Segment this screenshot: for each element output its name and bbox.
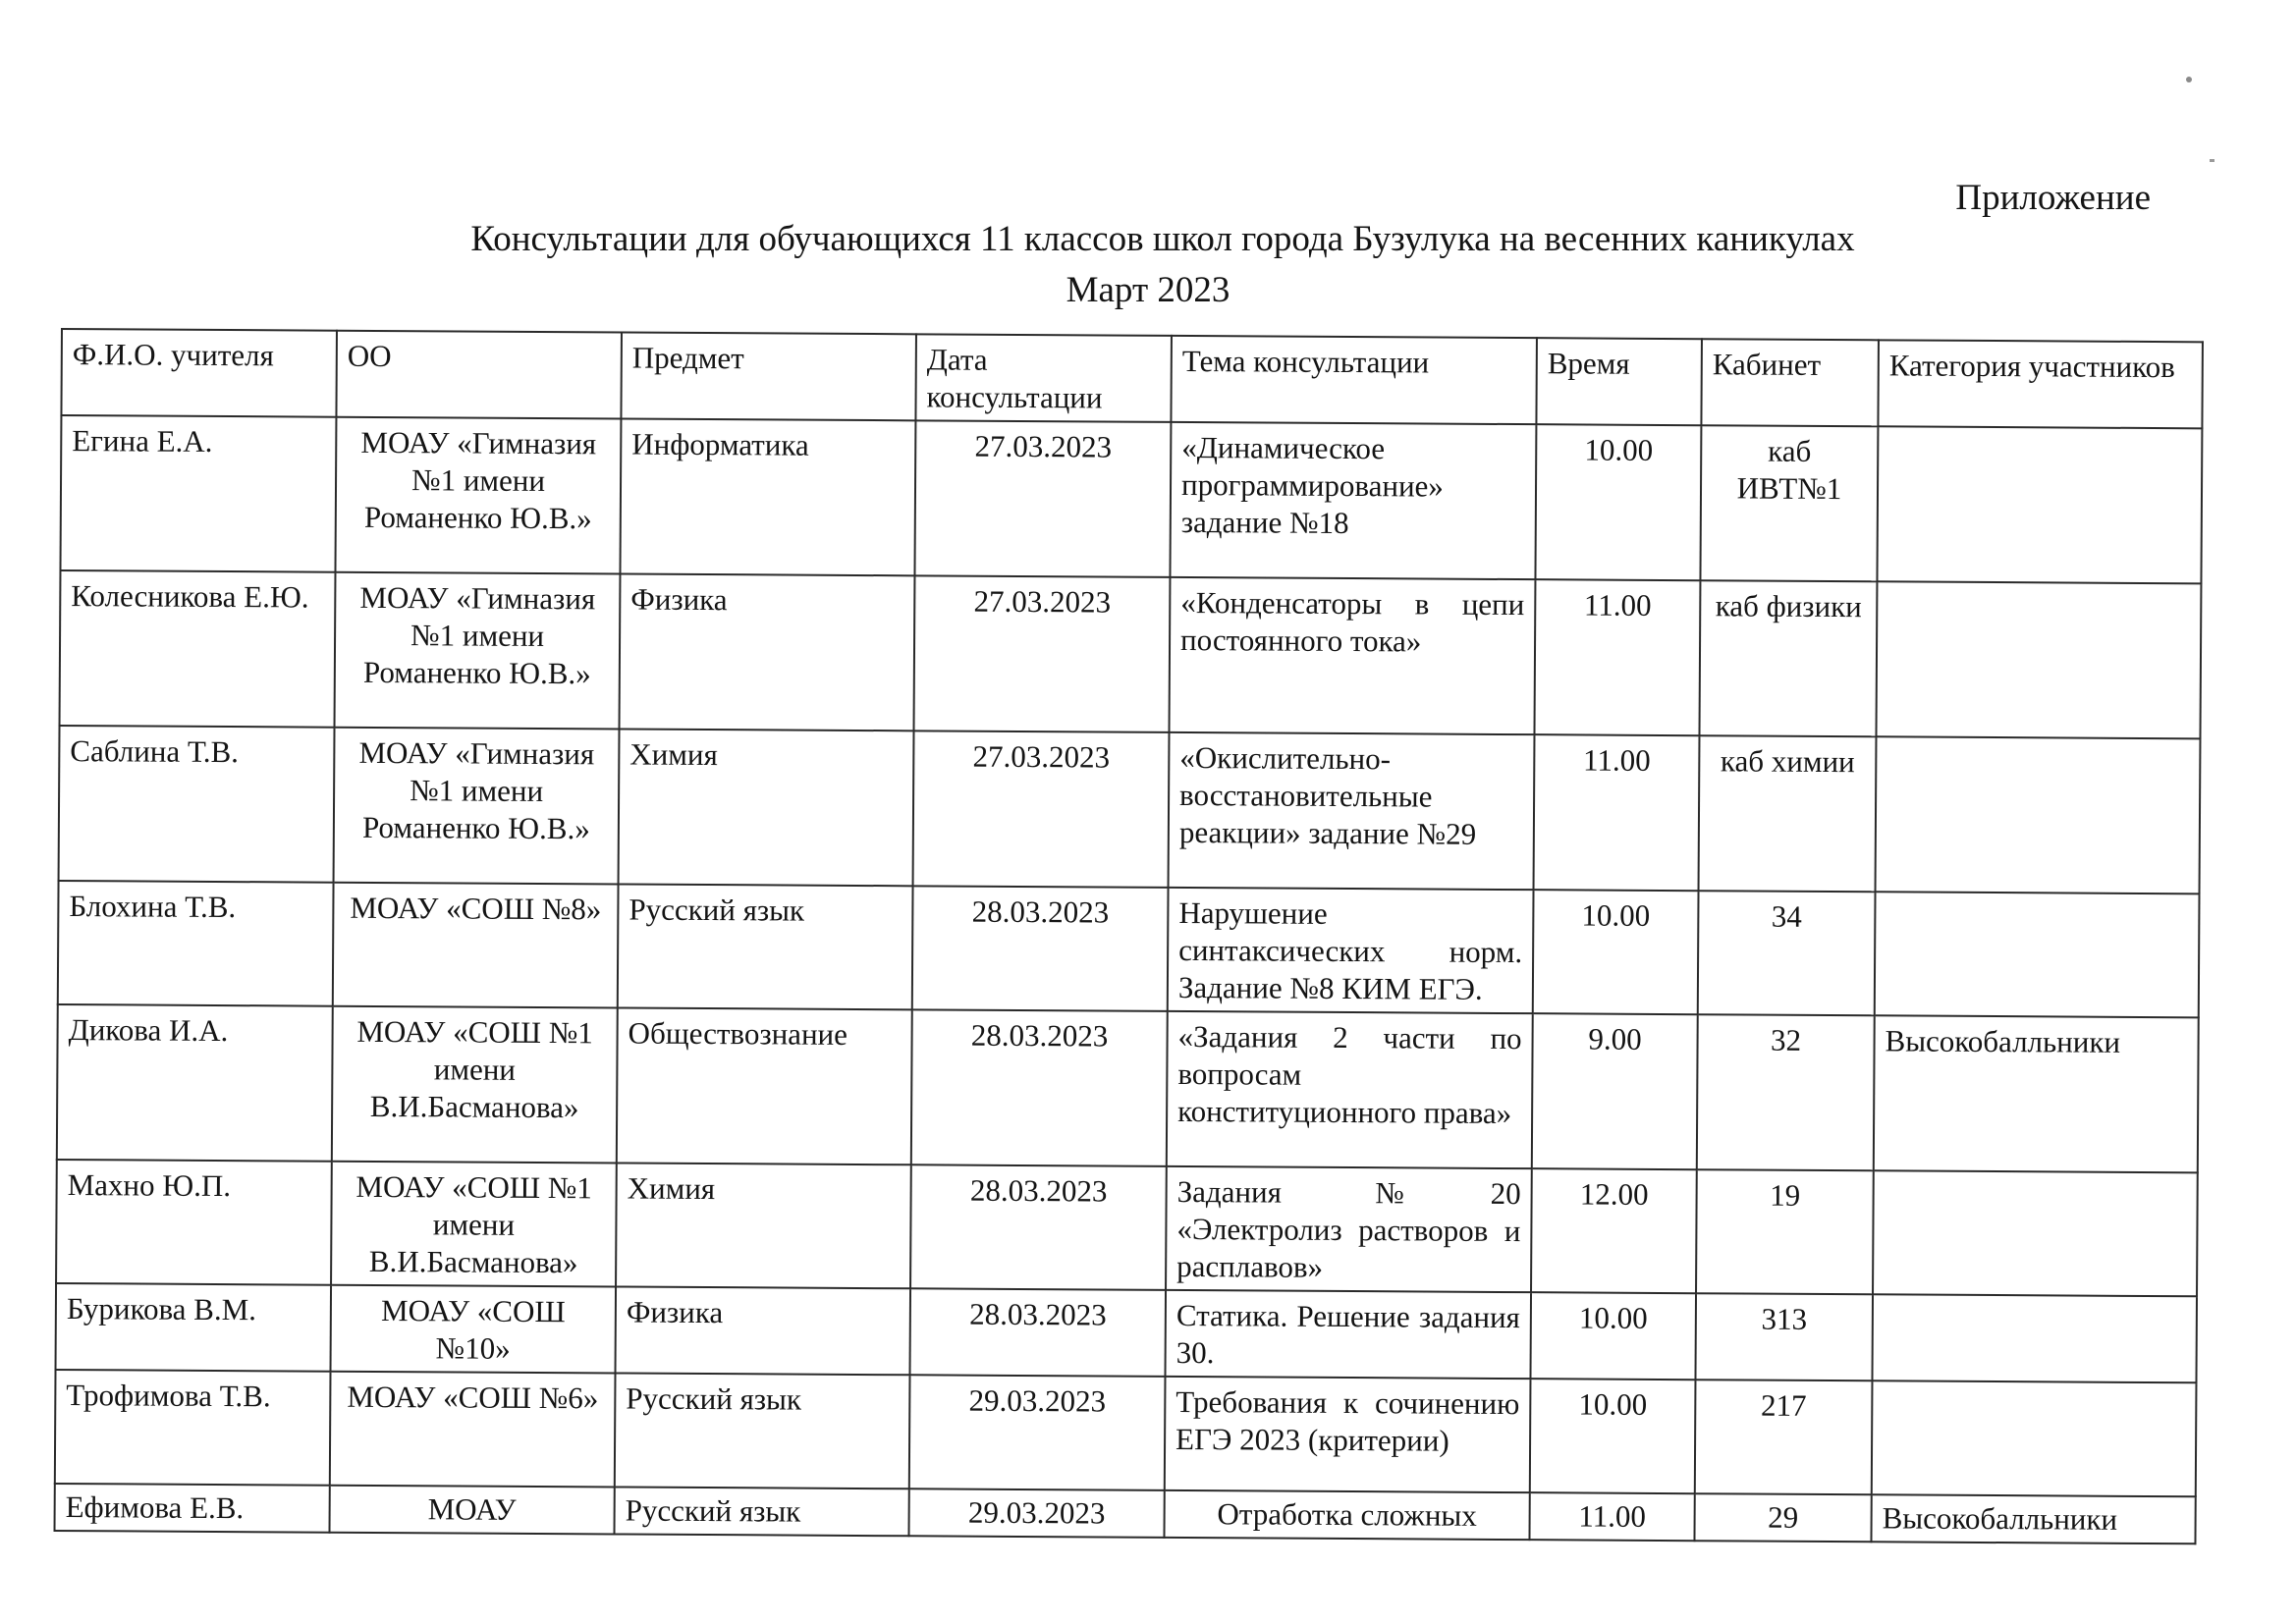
subject-cell: Информатика: [620, 418, 915, 575]
school-cell: МОАУ «Гимназия №1 имени Романенко Ю.В.»: [334, 728, 620, 885]
category-cell: [1873, 1170, 2198, 1296]
column-header: Время: [1536, 338, 1702, 425]
teacher-cell: Блохина Т.В.: [58, 881, 334, 1006]
column-header: Дата консультации: [915, 334, 1172, 422]
room-cell: 217: [1695, 1380, 1873, 1494]
subject-cell: Физика: [616, 1286, 911, 1375]
room-cell: 29: [1694, 1493, 1871, 1542]
table-row: [57, 1004, 2199, 1172]
time-cell: 10.00: [1533, 890, 1699, 1014]
time-cell: 10.00: [1530, 1379, 1696, 1493]
school-cell: МОАУ «Гимназия №1 имени Романенко Ю.В.»: [335, 572, 621, 730]
time-cell: 12.00: [1531, 1168, 1697, 1293]
school-cell: МОАУ «Гимназия №1 имени Романенко Ю.В.»: [335, 417, 621, 574]
title-line: Консультации для обучающихся 11 классов школ города Бузулука на весенних каникулах: [470, 219, 1855, 259]
scan-speck: [2186, 77, 2192, 82]
topic-cell: «Окислительно-восстановительные реакции» задание №29: [1169, 732, 1535, 890]
table-row: [56, 1160, 2198, 1296]
subject-cell: Обществознание: [617, 1007, 912, 1164]
room-cell: каб ИВТ№1: [1700, 425, 1878, 581]
topic-cell: Требования к сочинению ЕГЭ 2023 (критерии): [1165, 1377, 1531, 1492]
teacher-cell: Бурикова В.М.: [56, 1283, 332, 1372]
subject-cell: Физика: [620, 573, 915, 731]
room-cell: 313: [1695, 1293, 1873, 1380]
time-cell: 11.00: [1529, 1492, 1694, 1541]
teacher-cell: Махно Ю.П.: [56, 1160, 332, 1285]
teacher-cell: Ефимова Е.В.: [55, 1484, 330, 1533]
column-header: ОО: [336, 331, 622, 419]
school-cell: МОАУ: [330, 1486, 615, 1535]
column-header: Категория участников: [1878, 340, 2203, 428]
room-cell: 32: [1697, 1014, 1875, 1170]
room-cell: каб физики: [1699, 580, 1877, 736]
title-subline: Март 2023: [1066, 270, 1230, 310]
topic-cell: «Конденсаторы в цепи постоянного тока»: [1170, 577, 1536, 734]
teacher-cell: Саблина Т.В.: [59, 726, 335, 883]
subject-cell: Химия: [619, 729, 914, 886]
consultation-schedule-table: [54, 328, 2204, 1544]
table-row: [58, 881, 2200, 1017]
topic-cell: Нарушение синтаксических норм. Задание №8 КИМ ЕГЭ.: [1168, 888, 1534, 1013]
category-cell: [1877, 426, 2202, 583]
topic-cell: Отработка сложных: [1164, 1490, 1529, 1540]
time-cell: 10.00: [1530, 1292, 1696, 1380]
teacher-cell: Колесникова Е.Ю.: [60, 570, 336, 728]
school-cell: МОАУ «СОШ №10»: [331, 1285, 617, 1374]
time-cell: 9.00: [1532, 1013, 1698, 1169]
teacher-cell: Егина Е.А.: [60, 415, 336, 572]
school-cell: МОАУ «СОШ №6»: [330, 1372, 616, 1488]
column-header: Тема консультации: [1171, 336, 1537, 424]
subject-cell: Русский язык: [615, 1487, 909, 1536]
schedule-table-wrapper: [54, 328, 2202, 1544]
category-cell: [1876, 581, 2201, 738]
category-cell: [1875, 892, 2200, 1017]
document-title: [0, 214, 2296, 316]
subject-cell: Русский язык: [615, 1373, 910, 1489]
topic-cell: «Задания 2 части по вопросам конституционного права»: [1167, 1011, 1533, 1168]
table-row: [59, 726, 2201, 893]
subject-cell: Русский язык: [618, 884, 913, 1009]
date-cell: 28.03.2023: [911, 1009, 1168, 1166]
column-header: Предмет: [621, 332, 916, 420]
column-header: Кабинет: [1701, 339, 1879, 426]
room-cell: каб химии: [1699, 735, 1877, 892]
scan-speck: [2210, 159, 2214, 162]
topic-cell: Статика. Решение задания 30.: [1165, 1290, 1531, 1379]
teacher-cell: Трофимова Т.В.: [55, 1370, 331, 1486]
school-cell: МОАУ «СОШ №8»: [333, 883, 619, 1008]
category-cell: [1872, 1380, 2197, 1496]
topic-cell: «Динамическое программирование» задание №18: [1170, 422, 1536, 579]
table-row: [55, 1370, 2197, 1496]
category-cell: [1872, 1294, 2197, 1382]
appendix-label: Приложение: [1955, 178, 2151, 218]
category-cell: [1876, 736, 2201, 893]
subject-cell: Химия: [616, 1163, 911, 1288]
date-cell: 27.03.2023: [914, 575, 1171, 732]
date-cell: 28.03.2023: [912, 886, 1169, 1011]
time-cell: 10.00: [1535, 424, 1701, 580]
room-cell: 19: [1696, 1169, 1874, 1294]
date-cell: 28.03.2023: [910, 1164, 1167, 1290]
school-cell: МОАУ «СОШ №1 имени В.И.Басманова»: [331, 1162, 617, 1287]
date-cell: 27.03.2023: [913, 731, 1170, 888]
school-cell: МОАУ «СОШ №1 имени В.И.Басманова»: [332, 1006, 618, 1164]
time-cell: 11.00: [1534, 734, 1700, 891]
table-row: [60, 415, 2202, 583]
table-row: [56, 1283, 2197, 1382]
date-cell: 27.03.2023: [914, 420, 1171, 577]
table-row: [60, 570, 2202, 738]
room-cell: 34: [1698, 891, 1876, 1015]
time-cell: 11.00: [1534, 579, 1700, 735]
category-cell: Высокобалльники: [1871, 1494, 2195, 1543]
topic-cell: Задания №20 «Электролиз растворов и расплавов»: [1166, 1166, 1532, 1292]
column-header: Ф.И.О. учителя: [61, 329, 337, 417]
date-cell: 29.03.2023: [909, 1375, 1166, 1490]
table-header-row: [61, 329, 2202, 428]
teacher-cell: Дикова И.А.: [57, 1004, 333, 1162]
category-cell: Высокобалльники: [1874, 1015, 2199, 1172]
date-cell: 29.03.2023: [909, 1489, 1165, 1538]
date-cell: 28.03.2023: [910, 1288, 1167, 1377]
